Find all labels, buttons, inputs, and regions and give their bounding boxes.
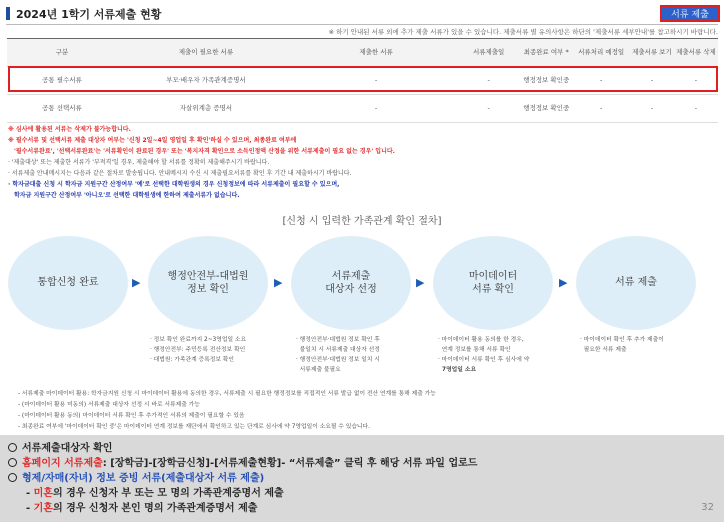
instruction-text: : [장학금]-[장학금신청]-[서류제출현황]- “서류제출” 클릭 후 해당 서류 파일 업로드 <box>102 458 478 469</box>
bullet-item: · 행정안전부·대법원 정보 확인 후 <box>296 337 380 343</box>
table-row <box>7 95 718 123</box>
step-3-bullets <box>296 335 380 376</box>
circle-bullet-icon <box>8 473 17 482</box>
table-cell[interactable]: - <box>630 95 674 123</box>
step-4-bullets <box>438 335 529 376</box>
table-cell[interactable]: - <box>674 67 718 95</box>
instruction-line-1 <box>8 439 112 454</box>
instruction-line-4: - 미혼의 경우 신청자 부 또는 모 명의 가족관계증명서 제출 <box>26 488 284 499</box>
process-title: [신청 시 입력한 가족관계 확인 절차] <box>282 216 442 227</box>
column-header: 제출서류 삭제 <box>674 39 718 67</box>
warning-line: 학자금 지원구간 산정여부 '아니오'로 선택한 대학원생에 한하여 제출서류가 없습니다. <box>14 192 240 199</box>
step-label: 서류제출 대상자 선정 <box>325 270 377 295</box>
table-cell: 부모·배우자 가족관계증명서 <box>117 67 295 95</box>
step-label: 통합신청 완료 <box>37 277 99 289</box>
table-cell: 행정정보 확인중 <box>520 95 572 123</box>
bullet-item: · 행정안전부: 주민등록 전산정보 확인 <box>150 347 246 354</box>
table-cell: - <box>457 67 520 95</box>
row-highlight-box <box>8 66 718 92</box>
column-header: 제출이 필요한 서류 <box>117 39 295 67</box>
table-cell[interactable]: - <box>674 95 718 123</box>
warning-line: '필수서류완료', '선택서류완료'는 '서류확인이 완료된 경우' 또는 '복지자격 확인으로 소득인정액 산정을 위한 서류제출이 필요 없는 경우' 입니다. <box>14 148 395 155</box>
bullet-item: 불일치 시 서류제출 대상자 선정 <box>296 347 380 354</box>
instruction-highlight: 미혼 <box>33 488 53 499</box>
column-header: 제출한 서류 <box>295 39 457 67</box>
step-5-bullets <box>580 335 664 355</box>
column-header: 구분 <box>7 39 117 67</box>
note-line: - (마이데이터 활용 미동의) 서류제출 대상자 선정 시 바로 서류제출 가능 <box>18 402 200 408</box>
title-bar-accent <box>6 7 10 20</box>
instruction-panel <box>0 435 724 522</box>
instruction-text: 의 경우 신청자 부 또는 모 명의 가족관계증명서 제출 <box>52 488 284 499</box>
process-step-1 <box>8 236 128 330</box>
bullet-item: 7영업일 소요 <box>438 367 477 374</box>
instruction-highlight: 홈페이지 서류제출 <box>22 458 103 469</box>
warning-line: ※ 필수서류 및 선택서류 제출 대상자 여부는 '신청 2일~4일 영업일 후 확인'하실 수 있으며, 최종완료 여부에 <box>8 137 297 144</box>
step-label: 행정안전부-대법원 정보 확인 <box>167 270 249 295</box>
page-number: 32 <box>701 502 714 513</box>
bullet-item: · 정보 확인 완료까지 2~3영업일 소요 <box>150 337 247 343</box>
header-divider <box>6 24 718 25</box>
warning-line: · 서류제출 안내메시지는 다음과 같은 절차로 발송됩니다. 안내메시지 수신 시 제출필요서류를 확인 후 기간 내 제출하시기 바랍니다. <box>8 170 352 177</box>
table-cell: - <box>295 67 457 95</box>
instruction-text: 서류제출대상자 확인 <box>22 443 113 454</box>
column-header: 제출서류 보기 <box>630 39 674 67</box>
table-header-row <box>7 39 718 67</box>
process-step-3 <box>291 236 411 330</box>
page-title: 2024년 1학기 서류제출 현황 <box>16 8 162 21</box>
instruction-line-2 <box>8 454 477 469</box>
column-header: 서류제출일 <box>457 39 520 67</box>
note-line: - 서류제출 마이데이터 활용: 학자금지원 신청 시 마이데이터 활용에 동의한 경우, 서류제출 시 필요한 행정정보를 직접적인 서류 발급 없이 전산 연계를 통해 제출 가능 <box>18 391 436 397</box>
bullet-item: · 행정안전부·대법원 정보 일치 시 <box>296 357 380 364</box>
column-header: 서류처리 예정일 <box>572 39 630 67</box>
arrow-right-icon: ▶ <box>416 276 425 289</box>
instruction-line-5: - 기혼의 경우 신청자 본인 명의 가족관계증명서 제출 <box>26 503 258 514</box>
process-step-5 <box>576 236 696 330</box>
arrow-right-icon: ▶ <box>132 276 141 289</box>
step-label: 마이데이터 서류 확인 <box>468 270 518 295</box>
table-cell: - <box>572 95 630 123</box>
table-cell[interactable]: - <box>630 67 674 95</box>
instruction-text: 의 경우 신청자 본인 명의 가족관계증명서 제출 <box>52 503 258 514</box>
submit-documents-button[interactable]: 서류 제출 <box>660 5 720 22</box>
process-step-4 <box>433 236 553 330</box>
arrow-right-icon: ▶ <box>274 276 283 289</box>
note-line: - (마이데이터 활용 동의) 마이데이터 서류 확인 후 추가적인 서류의 제출이 필요할 수 있음 <box>18 413 245 419</box>
table-cell: 공통 선택서류 <box>7 95 117 123</box>
bullet-item: · 마이데이터 서류 확인 후 심사에 약 <box>438 357 530 364</box>
page-header <box>6 5 718 23</box>
table-cell: 공통 필수서류 <box>7 67 117 95</box>
bullet-item: 서류제출 불필요 <box>296 367 341 374</box>
bullet-item: · 마이데이터 활용 동의를 한 경우, <box>438 337 524 343</box>
table-cell: - <box>295 95 457 123</box>
instruction-highlight: 기혼 <box>33 503 53 514</box>
table-cell: - <box>457 95 520 123</box>
bullet-item: 필요한 서류 제출 <box>580 347 627 354</box>
step-label: 서류 제출 <box>615 277 657 289</box>
table-cell: - <box>572 67 630 95</box>
table-cell: 행정정보 확인중 <box>520 67 572 95</box>
top-note: ※ 하기 안내된 서류 외에 추가 제출 서류가 있을 수 있습니다. 제출서류 별 유의사항은 하단의 '제출서류 세부안내'를 참고하시기 바랍니다. <box>328 28 718 36</box>
warning-line: ※ 심사에 활용된 서류는 삭제가 불가능합니다. <box>8 126 131 133</box>
bullet-item: · 마이데이터 확인 후 추가 제출이 <box>580 337 664 343</box>
bullet-item: · 대법원: 가족관계 증록정보 확인 <box>150 357 234 364</box>
bullet-item: 연계 정보를 통해 서류 확인 <box>438 347 511 354</box>
warning-line: · '제출대상' 또는 제출한 서류가 '부적격'일 경우, 제출해야 할 서류를 정확히 제출해주시기 바랍니다. <box>8 159 270 166</box>
note-line: - 최종완료 여부에 '마이데이터 확인 중'은 마이데이터 연계 정보를 재단에서 확인하고 있는 단계로 심사에 약 7영업일이 소요될 수 있습니다. <box>18 424 370 430</box>
instruction-line-3 <box>8 469 264 484</box>
process-step-2 <box>148 236 268 330</box>
table-cell: 자살위계층 증명서 <box>117 95 295 123</box>
circle-bullet-icon <box>8 443 17 452</box>
warning-line: · 학자금대출 신청 시 학자금 지원구간 산정여부 '예'로 선택한 대학원생의 경우 신청정보에 따라 서류제출이 필요할 수 있으며, <box>8 181 340 188</box>
circle-bullet-icon <box>8 458 17 467</box>
column-header: 최종완료 여부 * <box>520 39 572 67</box>
instruction-highlight: 형제/자매(자녀) 정보 증빙 서류(제출대상자 서류 제출) <box>22 473 265 484</box>
step-2-bullets <box>150 335 246 365</box>
arrow-right-icon: ▶ <box>559 276 568 289</box>
